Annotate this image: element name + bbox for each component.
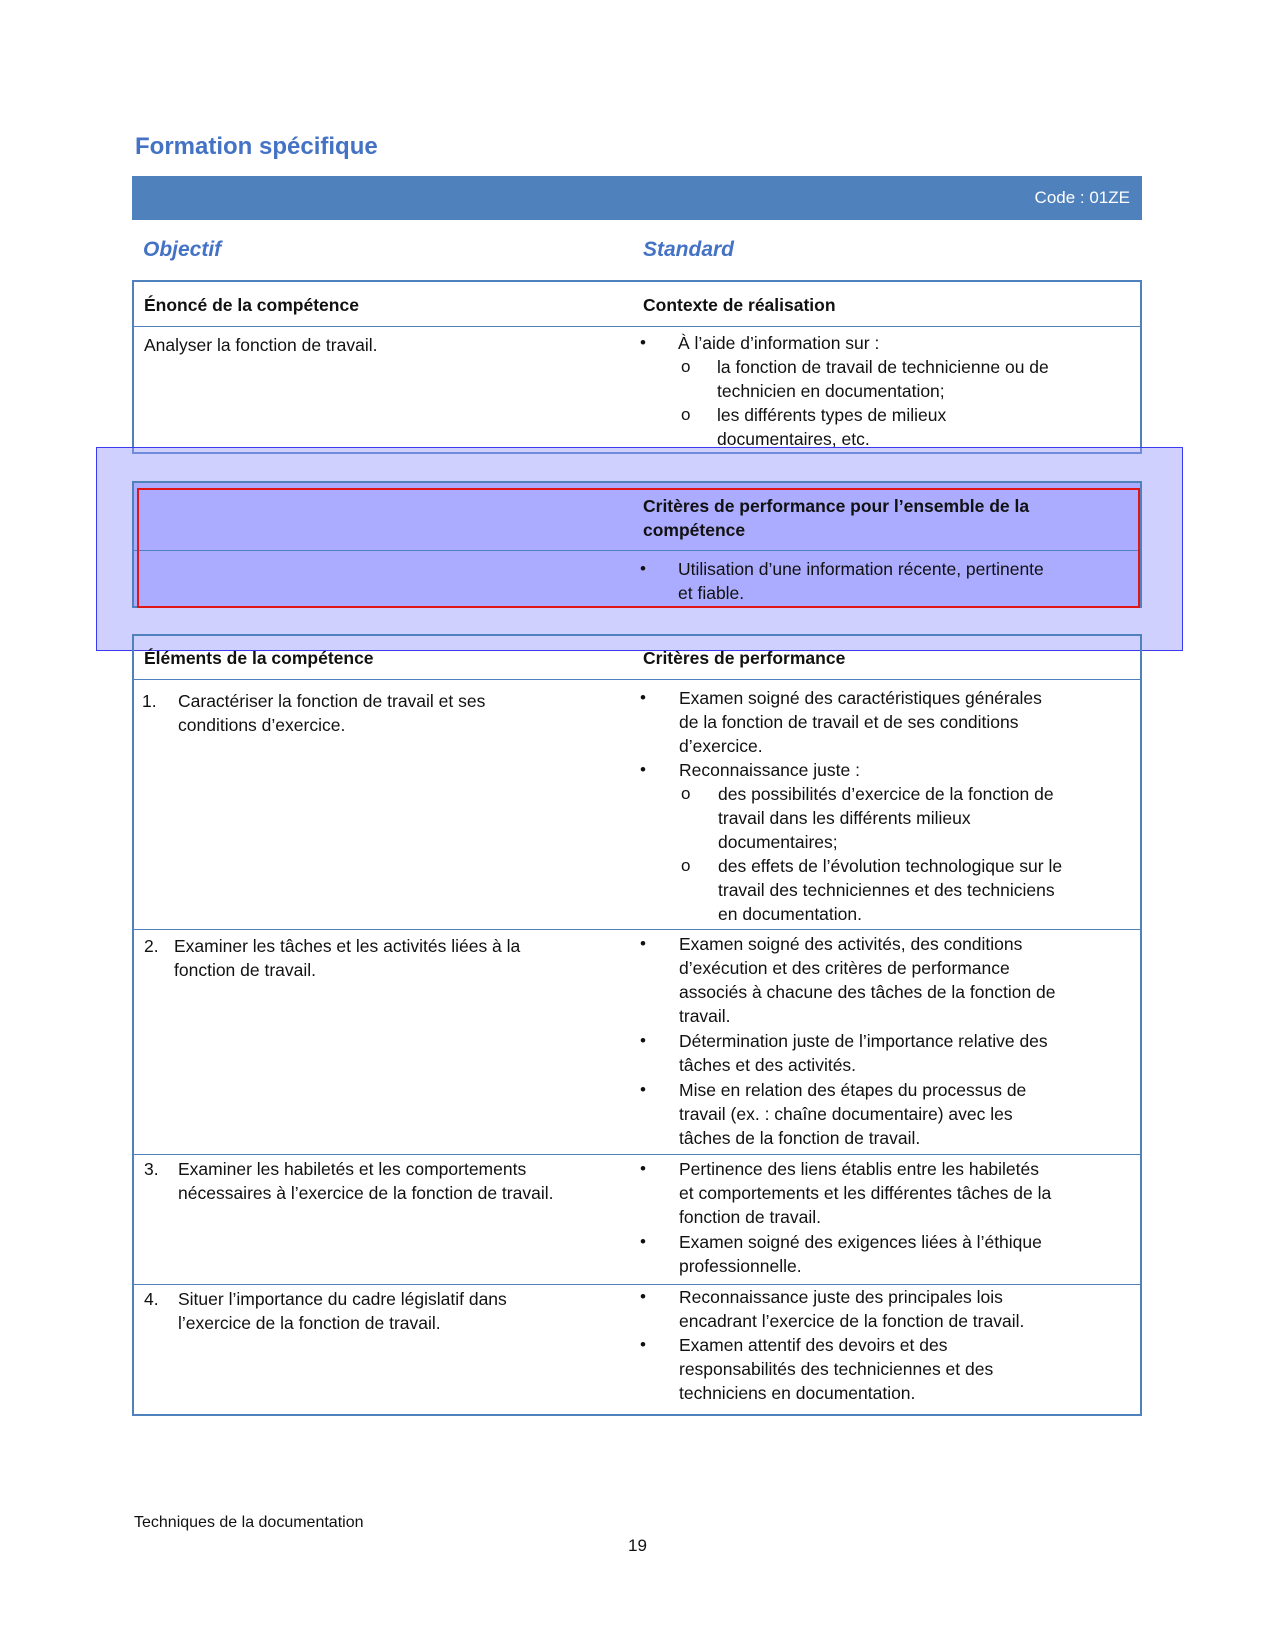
- criterion-line: et comportements et les différentes tâches de la: [679, 1183, 1052, 1203]
- sub-bullet-icon: o: [681, 357, 691, 376]
- bullet-icon: •: [640, 1232, 646, 1251]
- element-3-line1: Examiner les habiletés et les comportements: [178, 1159, 527, 1179]
- criterion-line: Pertinence des liens établis entre les habiletés: [679, 1159, 1039, 1179]
- code-bar: [132, 176, 1142, 220]
- criterion-line: d’exécution et des critères de performance: [679, 958, 1010, 978]
- element-number: 1.: [142, 691, 157, 711]
- contexte-intro: À l’aide d’information sur :: [678, 333, 880, 353]
- element-number: 2.: [144, 936, 159, 956]
- contexte-sub2-line2: documentaires, etc.: [717, 429, 870, 449]
- criterion-line: professionnelle.: [679, 1256, 802, 1276]
- table-divider: [134, 929, 1140, 930]
- criterion-line: travail.: [679, 1006, 731, 1026]
- bullet-icon: •: [640, 333, 646, 352]
- criterion-line: en documentation.: [718, 904, 862, 924]
- table-divider: [134, 1154, 1140, 1155]
- criterion-line: Reconnaissance juste des principales lois: [679, 1287, 1003, 1307]
- criterion-line: des possibilités d’exercice de la fonction de: [718, 784, 1054, 804]
- bullet-icon: •: [640, 934, 646, 953]
- criterion-line: Détermination juste de l’importance relative des: [679, 1031, 1048, 1051]
- page-title: Formation spécifique: [135, 133, 378, 160]
- standard-heading: Standard: [643, 238, 735, 261]
- criterion-line: techniciens en documentation.: [679, 1383, 916, 1403]
- bullet-icon: •: [640, 1080, 646, 1099]
- page-number: 19: [628, 1536, 647, 1555]
- contexte-sub1-line1: la fonction de travail de technicienne ou de: [717, 357, 1049, 377]
- criterion-line: responsabilités des techniciennes et des: [679, 1359, 994, 1379]
- criterion-line: travail (ex. : chaîne documentaire) avec les: [679, 1104, 1013, 1124]
- criterion-line: d’exercice.: [679, 736, 763, 756]
- enonce-text: Analyser la fonction de travail.: [144, 335, 378, 355]
- criterion-line: Examen soigné des activités, des conditions: [679, 934, 1023, 954]
- contexte-header: Contexte de réalisation: [643, 295, 836, 315]
- bullet-icon: •: [640, 688, 646, 707]
- element-4-line1: Situer l’importance du cadre législatif dans: [178, 1289, 507, 1309]
- footer-program: Techniques de la documentation: [134, 1514, 364, 1531]
- criteres-ensemble-line2: et fiable.: [678, 583, 745, 603]
- elements-header: Éléments de la compétence: [144, 648, 374, 668]
- enonce-header: Énoncé de la compétence: [144, 295, 359, 315]
- criterion-line: Examen soigné des caractéristiques générales: [679, 688, 1042, 708]
- criterion-line: tâches de la fonction de travail.: [679, 1128, 921, 1148]
- criterion-line: Reconnaissance juste :: [679, 760, 860, 780]
- criterion-line: Examen soigné des exigences liées à l’éthique: [679, 1232, 1042, 1252]
- criterion-line: Mise en relation des étapes du processus de: [679, 1080, 1027, 1100]
- bullet-icon: •: [640, 1287, 646, 1306]
- criterion-line: travail des techniciennes et des techniciens: [718, 880, 1055, 900]
- element-1-line2: conditions d’exercice.: [178, 715, 346, 735]
- sub-bullet-icon: o: [681, 405, 691, 424]
- criterion-line: encadrant l’exercice de la fonction de travail.: [679, 1311, 1025, 1331]
- element-number: 3.: [144, 1159, 159, 1179]
- criterion-line: documentaires;: [718, 832, 838, 852]
- element-1-line1: Caractériser la fonction de travail et ses: [178, 691, 486, 711]
- bullet-icon: •: [640, 1031, 646, 1050]
- criterion-line: tâches et des activités.: [679, 1055, 857, 1075]
- element-4-line2: l’exercice de la fonction de travail.: [178, 1313, 441, 1333]
- contexte-sub2-line1: les différents types de milieux: [717, 405, 947, 425]
- competency-code: Code : 01ZE: [1034, 188, 1130, 207]
- element-2-line1: Examiner les tâches et les activités liées à la: [174, 936, 521, 956]
- bullet-icon: •: [640, 1335, 646, 1354]
- criteres-ensemble-line1: Utilisation d’une information récente, pertinente: [678, 559, 1044, 579]
- criteres-header: Critères de performance: [643, 648, 846, 668]
- bullet-icon: •: [640, 760, 646, 779]
- criterion-line: travail dans les différents milieux: [718, 808, 971, 828]
- criterion-line: associés à chacune des tâches de la fonction de: [679, 982, 1056, 1002]
- objectif-heading: Objectif: [143, 238, 222, 261]
- element-2-line2: fonction de travail.: [174, 960, 317, 980]
- criterion-line: de la fonction de travail et de ses conditions: [679, 712, 1019, 732]
- criterion-line: des effets de l’évolution technologique sur le: [718, 856, 1063, 876]
- bullet-icon: •: [640, 1159, 646, 1178]
- table-divider: [134, 679, 1140, 680]
- element-number: 4.: [144, 1289, 159, 1309]
- criteres-ensemble-header-line2: compétence: [643, 520, 746, 540]
- table-divider: [134, 326, 1140, 327]
- sub-bullet-icon: o: [681, 856, 691, 875]
- bullet-icon: •: [640, 559, 646, 578]
- element-3-line2: nécessaires à l’exercice de la fonction de travail.: [178, 1183, 554, 1203]
- criterion-line: Examen attentif des devoirs et des: [679, 1335, 948, 1355]
- criterion-line: fonction de travail.: [679, 1207, 822, 1227]
- criteres-ensemble-header-line1: Critères de performance pour l’ensemble de la: [643, 496, 1030, 516]
- sub-bullet-icon: o: [681, 784, 691, 803]
- contexte-sub1-line2: technicien en documentation;: [717, 381, 945, 401]
